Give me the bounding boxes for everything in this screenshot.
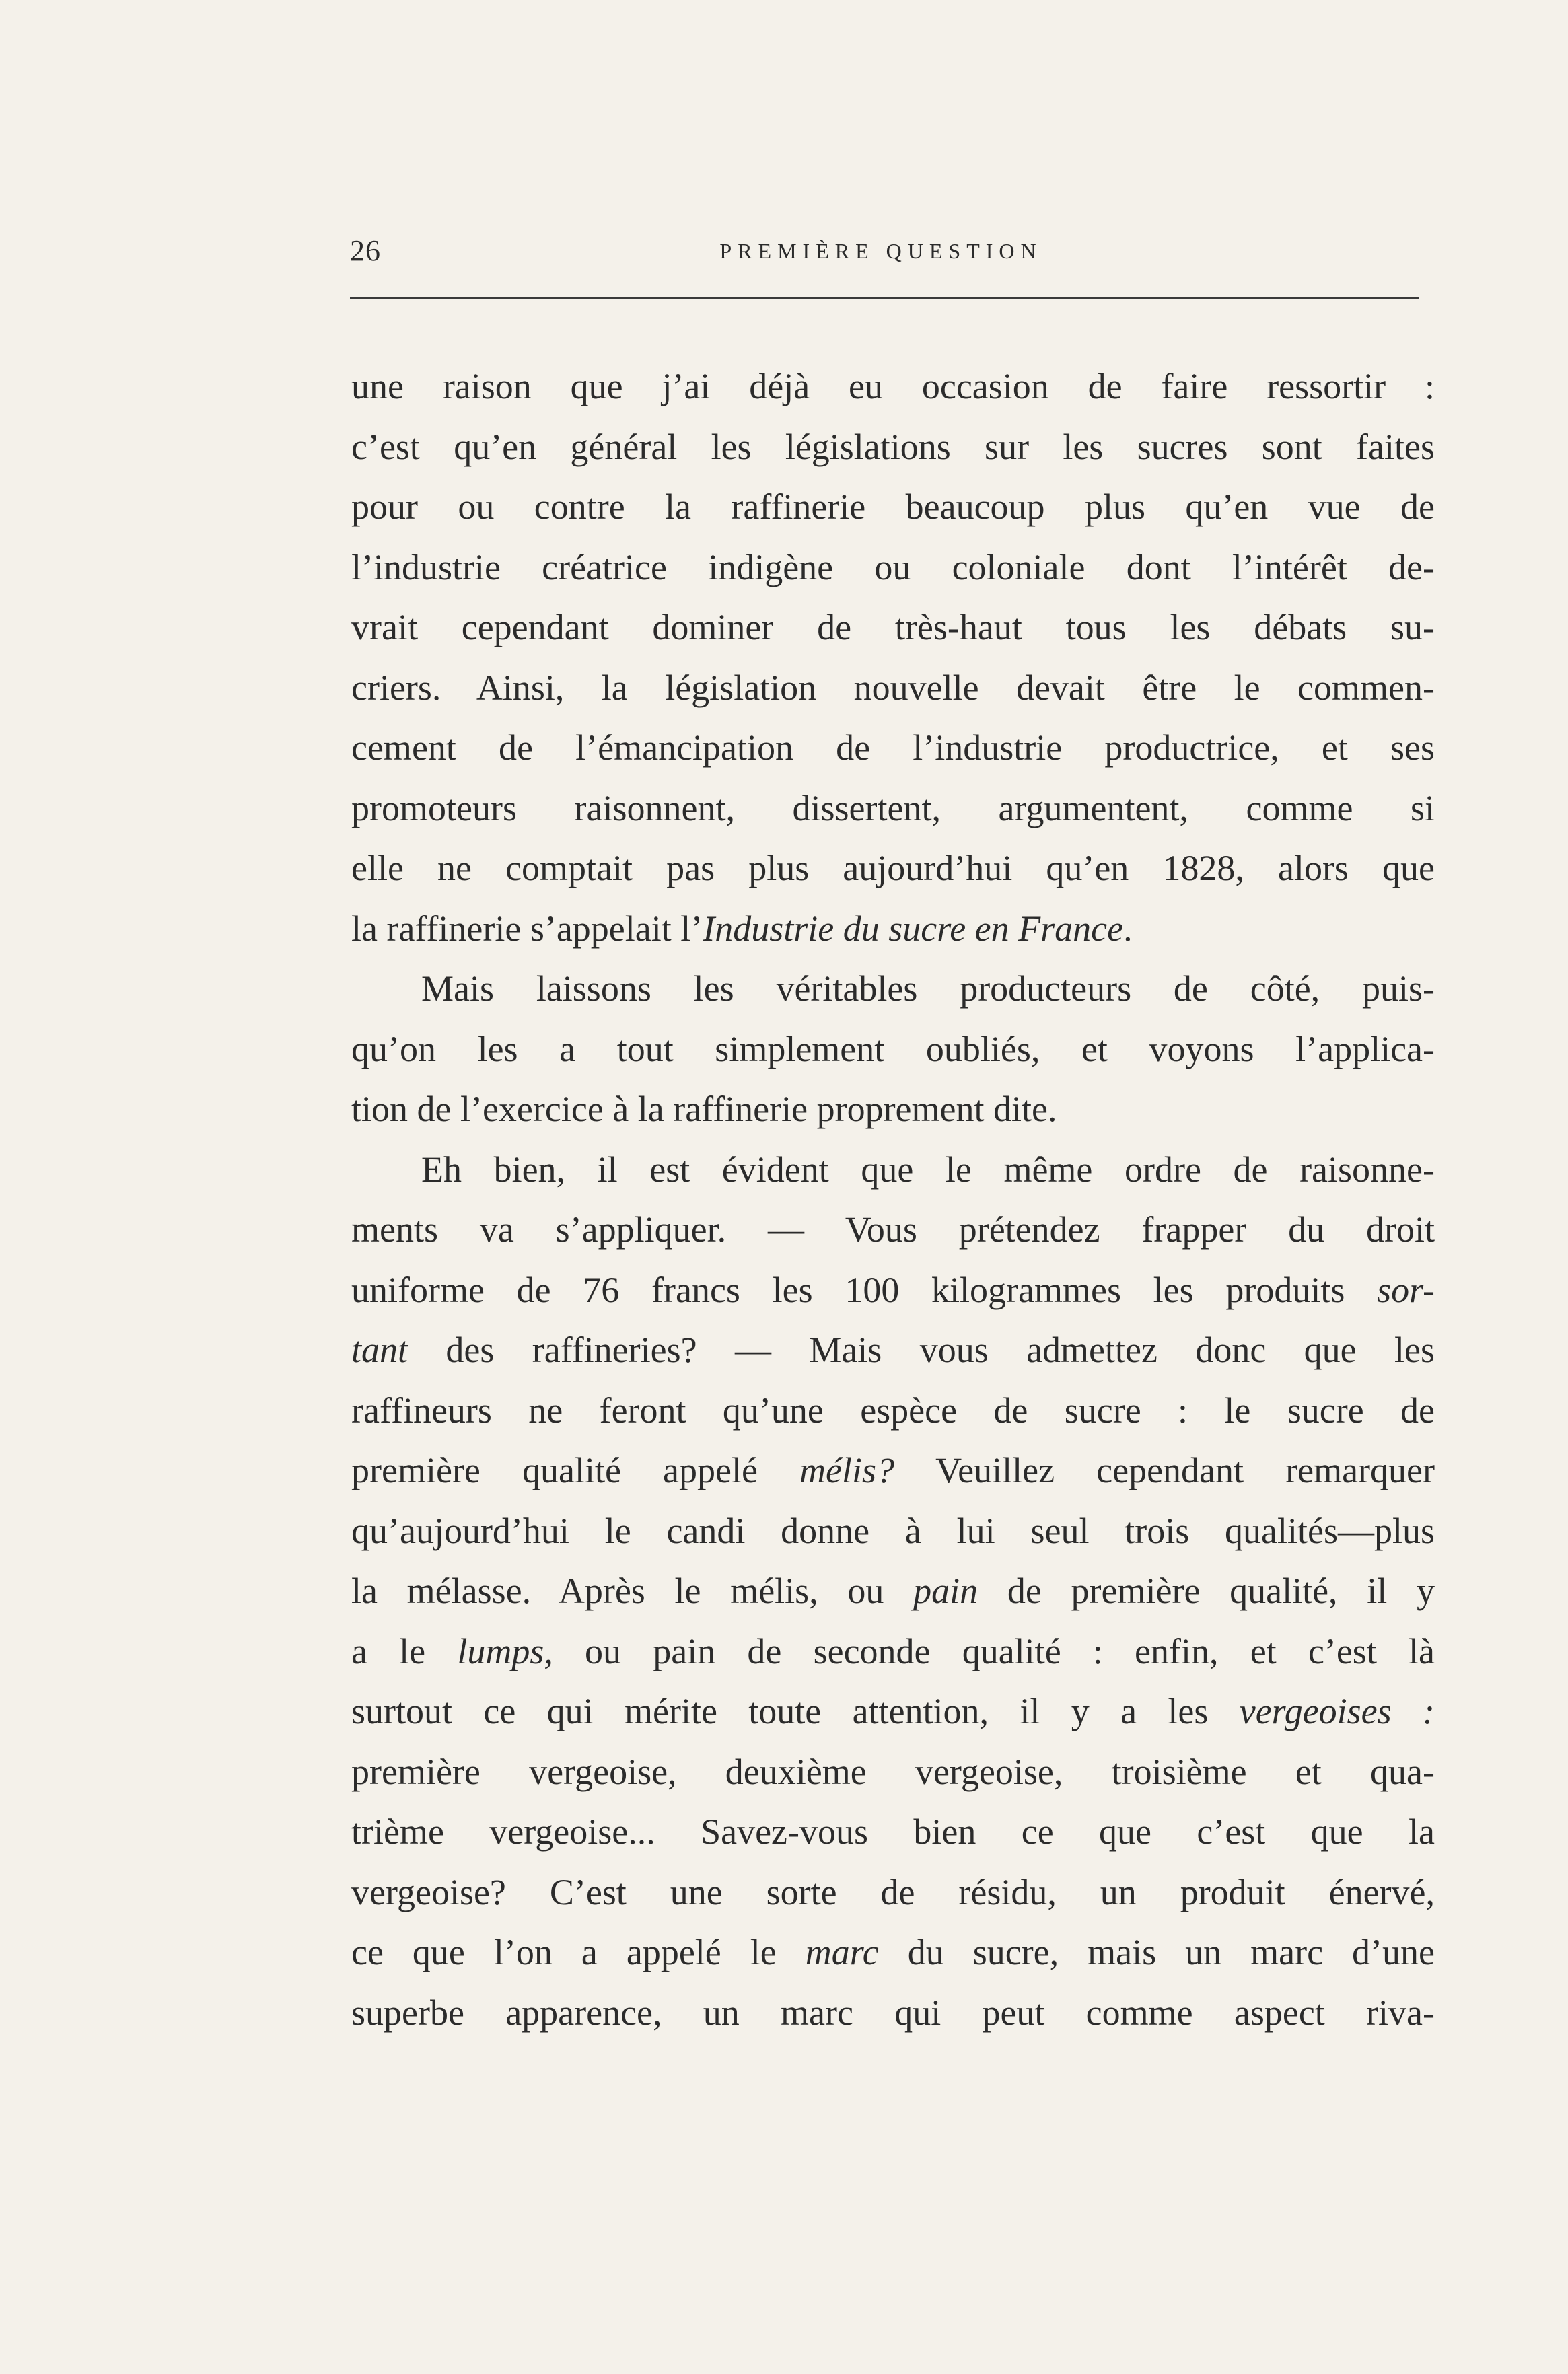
body-text (351, 357, 1435, 2043)
text-line: superbe apparence, un marc qui peut comme aspect riva- (351, 1992, 1435, 2033)
text-line: criers. Ainsi, la législation nouvelle devait être le commen- (351, 667, 1435, 708)
running-title: PREMIÈRE QUESTION (719, 239, 1042, 263)
italic-term: vergeoises : (1239, 1691, 1435, 1731)
text-line: qu’on les a tout simplement oubliés, et voyons l’applica- (351, 1028, 1435, 1069)
text-line: qu’aujourd’hui le candi donne à lui seul trois qualités—plus (351, 1510, 1435, 1551)
italic-title: Industrie du sucre en France (703, 908, 1124, 949)
text-line: trième vergeoise... Savez-vous bien ce que c’est que la (351, 1811, 1435, 1852)
text-line: Eh bien, il est évident que le même ordre de raisonne- (421, 1149, 1435, 1190)
text-line: promoteurs raisonnent, dissertent, argumentent, comme si (351, 787, 1435, 828)
text-line: l’industrie créatrice indigène ou coloniale dont l’intérêt de- (351, 546, 1435, 587)
italic-term: mélis? (799, 1450, 895, 1490)
text-line: ce que l’on a appelé le marc du sucre, mais un marc d’une (351, 1932, 1435, 1972)
text-line: vergeoise? C’est une sorte de résidu, un produit énervé, (351, 1871, 1435, 1912)
text-line: uniforme de 76 francs les 100 kilogrammes les produits sor- (351, 1269, 1435, 1310)
text-line: Mais laissons les véritables producteurs de côté, puis- (421, 968, 1435, 1009)
text-line: la mélasse. Après le mélis, ou pain de première qualité, il y (351, 1571, 1435, 1611)
text-line: une raison que j’ai déjà eu occasion de faire ressortir : (351, 366, 1435, 406)
text-line: la raffinerie s’appelait l’Industrie du sucre en France. (351, 908, 1133, 949)
text-line: cement de l’émancipation de l’industrie productrice, et ses (351, 727, 1435, 768)
text-line: première qualité appelé mélis? Veuillez cependant remarquer (351, 1450, 1435, 1490)
italic-term: sor- (1377, 1269, 1435, 1310)
text-line: c’est qu’en général les législations sur les sucres sont faites (351, 426, 1435, 467)
page-header (350, 227, 1412, 275)
text-line: raffineurs ne feront qu’une espèce de sucre : le sucre de (351, 1390, 1435, 1431)
text-line: tion de l’exercice à la raffinerie proprement dite. (351, 1089, 1057, 1129)
text-line: vrait cependant dominer de très-haut tous les débats su- (351, 607, 1435, 647)
italic-term: pain (913, 1571, 978, 1611)
text-line: tant des raffineries? — Mais vous admettez donc que les (351, 1330, 1435, 1370)
header-rule (350, 297, 1419, 299)
text-line: pour ou contre la raffinerie beaucoup plus qu’en vue de (351, 487, 1435, 527)
text-line: ments va s’appliquer. — Vous prétendez frapper du droit (351, 1209, 1435, 1250)
italic-term: marc (805, 1932, 879, 1972)
italic-term: tant (351, 1330, 408, 1370)
text-line: surtout ce qui mérite toute attention, il y a les vergeoises : (351, 1691, 1435, 1731)
text-line: elle ne comptait pas plus aujourd’hui qu’en 1828, alors que (351, 848, 1435, 888)
page-number: 26 (350, 234, 381, 267)
italic-term: lumps, (457, 1630, 553, 1671)
text-line: première vergeoise, deuxième vergeoise, troisième et qua- (351, 1751, 1435, 1792)
text-line: a le lumps, ou pain de seconde qualité : enfin, et c’est là (351, 1630, 1435, 1671)
